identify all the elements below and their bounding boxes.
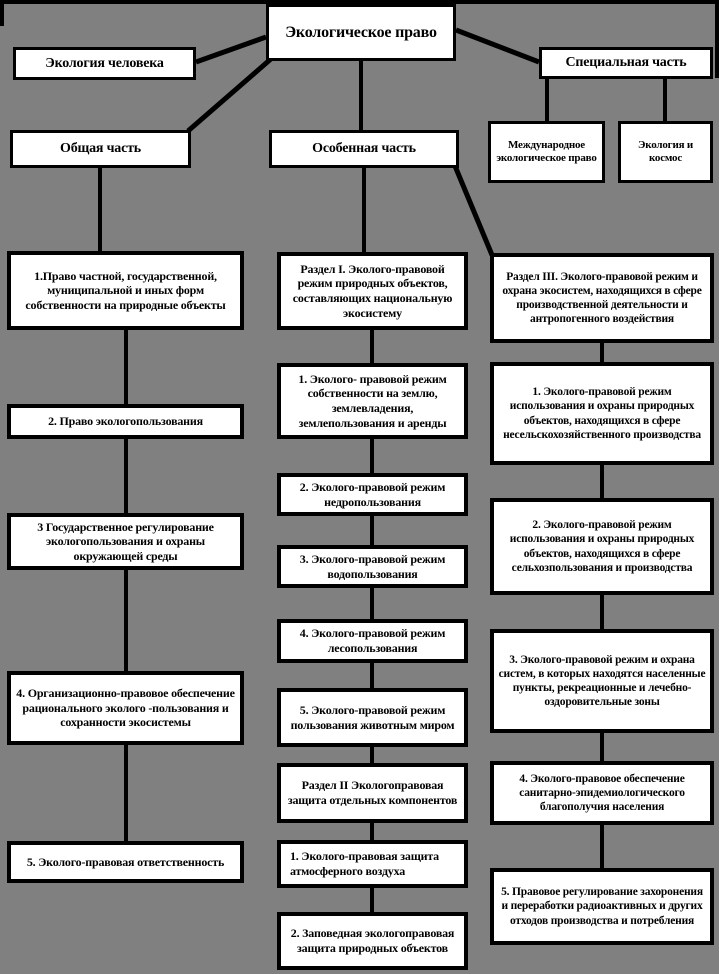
node-label: 3. Эколого-правовой режим водопользования: [299, 551, 446, 581]
node-label: 4. Организационно-правовое обеспечение рационального эколого -пользования и сохранности экосистемы: [16, 686, 235, 730]
node-label: 2. Право экологопользования: [48, 414, 203, 429]
diagram-node-special-part: [539, 47, 713, 79]
connector-line: [455, 166, 492, 255]
diagram-node-pr-5: [490, 868, 714, 945]
node-label: 2. Заповедная экологоправовая защита природных объектов: [290, 926, 455, 955]
diagram-node-op-2: [7, 404, 244, 439]
node-label: 1. Эколого-правовая защита атмосферного воздуха: [290, 849, 439, 878]
diagram-node-op-1: [7, 251, 244, 330]
node-label: 1. Эколого- правовой режим собственности на землю, землевладения, землепользования и аренды: [298, 371, 447, 430]
node-label: 2. Эколого-правовой режим использования и охраны природных объектов, находящихся в сфере сельхозпользования и производства: [509, 519, 695, 574]
diagram-node-op-5: [7, 841, 244, 883]
diagram-node-sp-3: [277, 545, 468, 588]
diagram-node-pr-1: [490, 362, 714, 465]
diagram-node-pr-3: [490, 629, 714, 733]
node-label: Раздел III. Эколого-правовой режим и охрана экосистем, находящихся в сфере производственной деятельности и антропогенного воздействия: [502, 270, 702, 326]
node-label: 5. Эколого-правовой режим пользования животным миром: [290, 702, 455, 732]
diagram-node-section-2: [277, 763, 468, 823]
node-label: Экологическое право: [285, 23, 437, 41]
diagram-node-intl-eco-law: [488, 121, 605, 183]
diagram-node-op-4: [7, 671, 244, 745]
node-label: Специальная часть: [565, 55, 687, 71]
node-label: 4. Эколого-правовое обеспечение санитарно-эпидемиологического благополучия населения: [519, 772, 685, 813]
diagram-node-sp2-2: [277, 912, 468, 970]
node-label: Экология человека: [45, 55, 164, 71]
diagram-node-section-1: [277, 252, 468, 330]
diagram-node-eco-law-root: [266, 4, 456, 61]
diagram-node-human-ecology: [13, 47, 196, 80]
diagram-node-op-3: [7, 513, 244, 570]
diagram-node-eco-cosmos: [618, 121, 713, 183]
diagram-node-sp-4: [277, 619, 468, 663]
node-label: 3. Эколого-правовой режим и охрана систем, в которых находятся населенные пункты, рекреационные и лечебно-оздоровительные зоны: [498, 653, 706, 709]
diagram-node-sp-5: [277, 688, 468, 747]
diagram-node-section-3: [490, 253, 714, 343]
diagram-node-pr-4: [490, 761, 714, 825]
node-label: 5. Правовое регулирование захоронения и переработки радиоактивных и других отходов производства и потребления: [501, 886, 703, 927]
connector-line: [188, 58, 272, 131]
node-label: 1.Право частной, государственной, муниципальной и иных форм собственности на природные объекты: [25, 268, 226, 312]
diagram-node-sp-2: [277, 473, 468, 516]
diagram-node-common-part: [10, 130, 191, 168]
diagram-node-sp2-1: [277, 840, 468, 888]
node-label: Раздел II Экологоправовая защита отдельных компонентов: [287, 778, 458, 807]
connector-line: [196, 37, 266, 62]
node-label: Международное экологическое право: [496, 138, 597, 164]
node-label: Особенная часть: [312, 141, 416, 157]
node-label: Экология и космос: [637, 138, 694, 164]
diagram-node-osobennaya-part: [269, 130, 459, 168]
node-label: 4. Эколого-правовой режим лесопользования: [299, 626, 446, 655]
node-label: 3 Государственное регулирование экологопользования и охраны окружающей среды: [37, 519, 214, 563]
node-label: 2. Эколого-правовой режим недропользования: [299, 479, 446, 509]
diagram-node-sp-1: [277, 363, 468, 439]
node-label: Общая часть: [60, 141, 141, 157]
node-label: 1. Эколого-правовой режим использования и охраны природных объектов, находящихся в сфере несельскохозяйственного производства: [503, 386, 701, 441]
connector-line: [456, 30, 539, 62]
node-label: 5. Эколого-правовая ответственность: [26, 854, 225, 869]
node-label: Раздел I. Эколого-правовой режим природных объектов, составляющих национальную экосистему: [292, 261, 453, 320]
diagram-node-pr-2: [490, 498, 714, 595]
